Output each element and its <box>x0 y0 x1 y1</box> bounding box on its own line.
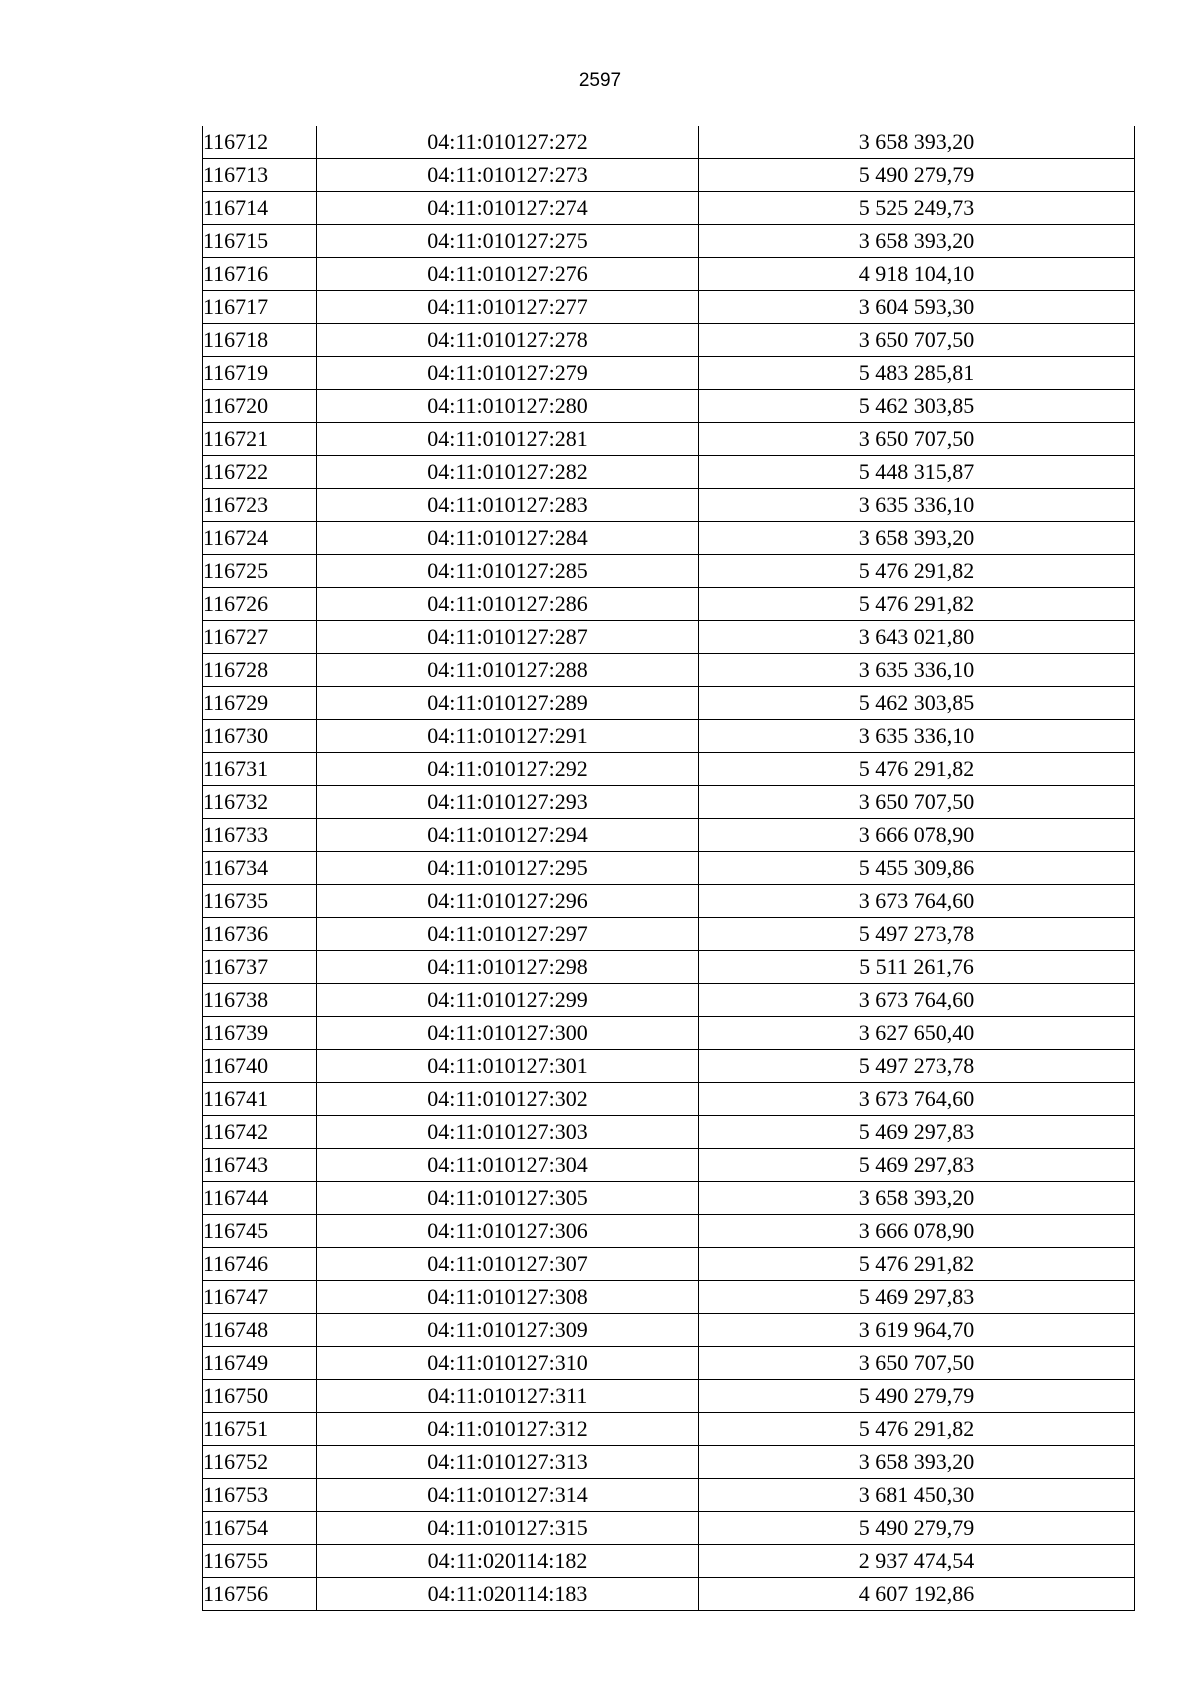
row-number-cell: 116718 <box>203 324 317 357</box>
cadastral-number-cell: 04:11:010127:296 <box>317 885 699 918</box>
cadastral-number-cell: 04:11:010127:300 <box>317 1017 699 1050</box>
cadastral-number-cell: 04:11:010127:284 <box>317 522 699 555</box>
cadastral-value-cell: 5 462 303,85 <box>699 390 1135 423</box>
cadastral-value-cell: 5 525 249,73 <box>699 192 1135 225</box>
table-row <box>203 390 1135 423</box>
cadastral-number-cell: 04:11:010127:308 <box>317 1281 699 1314</box>
cadastral-value-cell: 3 658 393,20 <box>699 522 1135 555</box>
row-number-cell: 116725 <box>203 555 317 588</box>
table-row <box>203 555 1135 588</box>
cadastral-value-cell: 3 604 593,30 <box>699 291 1135 324</box>
table-row <box>203 687 1135 720</box>
cadastral-value-cell: 3 627 650,40 <box>699 1017 1135 1050</box>
row-number-cell: 116755 <box>203 1545 317 1578</box>
row-number-cell: 116734 <box>203 852 317 885</box>
row-number-cell: 116715 <box>203 225 317 258</box>
cadastral-number-cell: 04:11:010127:272 <box>317 126 699 159</box>
table-row <box>203 1545 1135 1578</box>
cadastral-number-cell: 04:11:010127:292 <box>317 753 699 786</box>
cadastral-number-cell: 04:11:010127:302 <box>317 1083 699 1116</box>
cadastral-value-cell: 5 469 297,83 <box>699 1116 1135 1149</box>
cadastral-value-cell: 3 650 707,50 <box>699 423 1135 456</box>
row-number-cell: 116716 <box>203 258 317 291</box>
cadastral-number-cell: 04:11:010127:291 <box>317 720 699 753</box>
row-number-cell: 116717 <box>203 291 317 324</box>
cadastral-number-cell: 04:11:010127:313 <box>317 1446 699 1479</box>
row-number-cell: 116735 <box>203 885 317 918</box>
table-row <box>203 1380 1135 1413</box>
cadastral-number-cell: 04:11:010127:274 <box>317 192 699 225</box>
cadastral-value-cell: 5 462 303,85 <box>699 687 1135 720</box>
cadastral-number-cell: 04:11:020114:183 <box>317 1578 699 1611</box>
row-number-cell: 116736 <box>203 918 317 951</box>
cadastral-number-cell: 04:11:010127:275 <box>317 225 699 258</box>
row-number-cell: 116746 <box>203 1248 317 1281</box>
cadastral-number-cell: 04:11:010127:279 <box>317 357 699 390</box>
table-row <box>203 1479 1135 1512</box>
row-number-cell: 116724 <box>203 522 317 555</box>
table-row <box>203 1182 1135 1215</box>
table-row <box>203 1017 1135 1050</box>
table-row <box>203 1446 1135 1479</box>
row-number-cell: 116742 <box>203 1116 317 1149</box>
row-number-cell: 116738 <box>203 984 317 1017</box>
cadastral-value-cell: 5 448 315,87 <box>699 456 1135 489</box>
table-row <box>203 621 1135 654</box>
cadastral-number-cell: 04:11:010127:278 <box>317 324 699 357</box>
cadastral-number-cell: 04:11:010127:299 <box>317 984 699 1017</box>
table-row <box>203 885 1135 918</box>
cadastral-value-cell: 5 497 273,78 <box>699 918 1135 951</box>
table-row <box>203 1314 1135 1347</box>
cadastral-number-cell: 04:11:010127:283 <box>317 489 699 522</box>
cadastral-number-cell: 04:11:010127:282 <box>317 456 699 489</box>
row-number-cell: 116754 <box>203 1512 317 1545</box>
cadastral-number-cell: 04:11:010127:295 <box>317 852 699 885</box>
cadastral-value-cell: 3 635 336,10 <box>699 720 1135 753</box>
row-number-cell: 116726 <box>203 588 317 621</box>
row-number-cell: 116752 <box>203 1446 317 1479</box>
table-row <box>203 1512 1135 1545</box>
cadastral-value-cell: 3 635 336,10 <box>699 489 1135 522</box>
cadastral-number-cell: 04:11:010127:301 <box>317 1050 699 1083</box>
cadastral-value-cell: 3 619 964,70 <box>699 1314 1135 1347</box>
cadastral-value-cell: 5 490 279,79 <box>699 159 1135 192</box>
cadastral-number-cell: 04:11:010127:312 <box>317 1413 699 1446</box>
row-number-cell: 116729 <box>203 687 317 720</box>
row-number-cell: 116733 <box>203 819 317 852</box>
page-number: 2597 <box>578 70 622 91</box>
cadastral-value-cell: 3 673 764,60 <box>699 984 1135 1017</box>
cadastral-value-cell: 3 658 393,20 <box>699 1182 1135 1215</box>
cadastral-number-cell: 04:11:010127:315 <box>317 1512 699 1545</box>
table-row <box>203 291 1135 324</box>
cadastral-value-cell: 5 490 279,79 <box>699 1512 1135 1545</box>
table-row <box>203 522 1135 555</box>
row-number-cell: 116750 <box>203 1380 317 1413</box>
row-number-cell: 116747 <box>203 1281 317 1314</box>
cadastral-number-cell: 04:11:010127:303 <box>317 1116 699 1149</box>
row-number-cell: 116737 <box>203 951 317 984</box>
table-row <box>203 819 1135 852</box>
row-number-cell: 116732 <box>203 786 317 819</box>
table-row <box>203 357 1135 390</box>
table-body <box>203 126 1135 1611</box>
table-row <box>203 1281 1135 1314</box>
table-row <box>203 225 1135 258</box>
cadastral-value-cell: 3 650 707,50 <box>699 786 1135 819</box>
table-row <box>203 324 1135 357</box>
cadastral-value-cell: 3 643 021,80 <box>699 621 1135 654</box>
cadastral-value-cell: 5 455 309,86 <box>699 852 1135 885</box>
cadastral-number-cell: 04:11:010127:297 <box>317 918 699 951</box>
table-row <box>203 423 1135 456</box>
table-row <box>203 1413 1135 1446</box>
table-row <box>203 258 1135 291</box>
cadastral-number-cell: 04:11:010127:273 <box>317 159 699 192</box>
row-number-cell: 116714 <box>203 192 317 225</box>
cadastral-value-cell: 5 511 261,76 <box>699 951 1135 984</box>
row-number-cell: 116719 <box>203 357 317 390</box>
table-row <box>203 192 1135 225</box>
cadastral-value-cell: 5 476 291,82 <box>699 1248 1135 1281</box>
row-number-cell: 116739 <box>203 1017 317 1050</box>
cadastral-value-cell: 5 476 291,82 <box>699 1413 1135 1446</box>
table-row <box>203 588 1135 621</box>
table-row <box>203 489 1135 522</box>
row-number-cell: 116741 <box>203 1083 317 1116</box>
row-number-cell: 116731 <box>203 753 317 786</box>
cadastral-value-cell: 5 476 291,82 <box>699 753 1135 786</box>
cadastral-value-cell: 5 476 291,82 <box>699 555 1135 588</box>
cadastral-value-cell: 3 635 336,10 <box>699 654 1135 687</box>
cadastral-number-cell: 04:11:010127:276 <box>317 258 699 291</box>
table-row <box>203 1116 1135 1149</box>
cadastral-number-cell: 04:11:010127:281 <box>317 423 699 456</box>
cadastral-number-cell: 04:11:010127:285 <box>317 555 699 588</box>
table-row <box>203 852 1135 885</box>
row-number-cell: 116756 <box>203 1578 317 1611</box>
cadastral-number-cell: 04:11:010127:294 <box>317 819 699 852</box>
row-number-cell: 116722 <box>203 456 317 489</box>
row-number-cell: 116723 <box>203 489 317 522</box>
table-row <box>203 951 1135 984</box>
cadastral-number-cell: 04:11:010127:306 <box>317 1215 699 1248</box>
table-row <box>203 720 1135 753</box>
table-row <box>203 654 1135 687</box>
table-row <box>203 1083 1135 1116</box>
cadastral-number-cell: 04:11:010127:314 <box>317 1479 699 1512</box>
cadastral-value-cell: 3 666 078,90 <box>699 1215 1135 1248</box>
cadastral-value-cell: 4 918 104,10 <box>699 258 1135 291</box>
cadastral-value-cell: 5 469 297,83 <box>699 1281 1135 1314</box>
cadastral-value-cell: 3 658 393,20 <box>699 126 1135 159</box>
cadastral-number-cell: 04:11:010127:286 <box>317 588 699 621</box>
cadastral-value-cell: 5 469 297,83 <box>699 1149 1135 1182</box>
cadastral-number-cell: 04:11:010127:307 <box>317 1248 699 1281</box>
row-number-cell: 116720 <box>203 390 317 423</box>
table-row <box>203 918 1135 951</box>
cadastral-value-cell: 5 483 285,81 <box>699 357 1135 390</box>
cadastral-value-cell: 5 497 273,78 <box>699 1050 1135 1083</box>
row-number-cell: 116721 <box>203 423 317 456</box>
row-number-cell: 116753 <box>203 1479 317 1512</box>
cadastral-value-cell: 3 658 393,20 <box>699 1446 1135 1479</box>
cadastral-number-cell: 04:11:010127:311 <box>317 1380 699 1413</box>
cadastral-number-cell: 04:11:010127:298 <box>317 951 699 984</box>
cadastral-value-cell: 5 476 291,82 <box>699 588 1135 621</box>
cadastral-number-cell: 04:11:010127:288 <box>317 654 699 687</box>
table-row <box>203 786 1135 819</box>
row-number-cell: 116730 <box>203 720 317 753</box>
row-number-cell: 116740 <box>203 1050 317 1083</box>
cadastral-value-cell: 3 666 078,90 <box>699 819 1135 852</box>
cadastral-value-cell: 3 673 764,60 <box>699 1083 1135 1116</box>
cadastral-value-cell: 4 607 192,86 <box>699 1578 1135 1611</box>
table-row <box>203 1578 1135 1611</box>
row-number-cell: 116728 <box>203 654 317 687</box>
row-number-cell: 116713 <box>203 159 317 192</box>
cadastral-number-cell: 04:11:010127:287 <box>317 621 699 654</box>
row-number-cell: 116743 <box>203 1149 317 1182</box>
row-number-cell: 116751 <box>203 1413 317 1446</box>
table-row <box>203 1215 1135 1248</box>
table-row <box>203 753 1135 786</box>
cadastral-number-cell: 04:11:010127:310 <box>317 1347 699 1380</box>
table-row <box>203 126 1135 159</box>
table-row <box>203 159 1135 192</box>
row-number-cell: 116749 <box>203 1347 317 1380</box>
cadastral-value-cell: 3 650 707,50 <box>699 1347 1135 1380</box>
cadastral-value-cell: 3 673 764,60 <box>699 885 1135 918</box>
table-row <box>203 456 1135 489</box>
cadastral-number-cell: 04:11:010127:293 <box>317 786 699 819</box>
cadastral-number-cell: 04:11:010127:289 <box>317 687 699 720</box>
cadastral-value-cell: 2 937 474,54 <box>699 1545 1135 1578</box>
cadastral-value-cell: 3 658 393,20 <box>699 225 1135 258</box>
row-number-cell: 116744 <box>203 1182 317 1215</box>
cadastral-number-cell: 04:11:010127:305 <box>317 1182 699 1215</box>
table-row <box>203 1050 1135 1083</box>
table-row <box>203 1347 1135 1380</box>
row-number-cell: 116748 <box>203 1314 317 1347</box>
cadastral-value-cell: 3 650 707,50 <box>699 324 1135 357</box>
row-number-cell: 116712 <box>203 126 317 159</box>
cadastral-number-cell: 04:11:010127:304 <box>317 1149 699 1182</box>
table-row <box>203 1248 1135 1281</box>
cadastral-value-cell: 5 490 279,79 <box>699 1380 1135 1413</box>
row-number-cell: 116745 <box>203 1215 317 1248</box>
cadastral-number-cell: 04:11:010127:309 <box>317 1314 699 1347</box>
table-row <box>203 984 1135 1017</box>
cadastral-value-table <box>202 126 1135 1611</box>
cadastral-number-cell: 04:11:010127:280 <box>317 390 699 423</box>
cadastral-number-cell: 04:11:020114:182 <box>317 1545 699 1578</box>
cadastral-number-cell: 04:11:010127:277 <box>317 291 699 324</box>
table-row <box>203 1149 1135 1182</box>
cadastral-value-cell: 3 681 450,30 <box>699 1479 1135 1512</box>
row-number-cell: 116727 <box>203 621 317 654</box>
